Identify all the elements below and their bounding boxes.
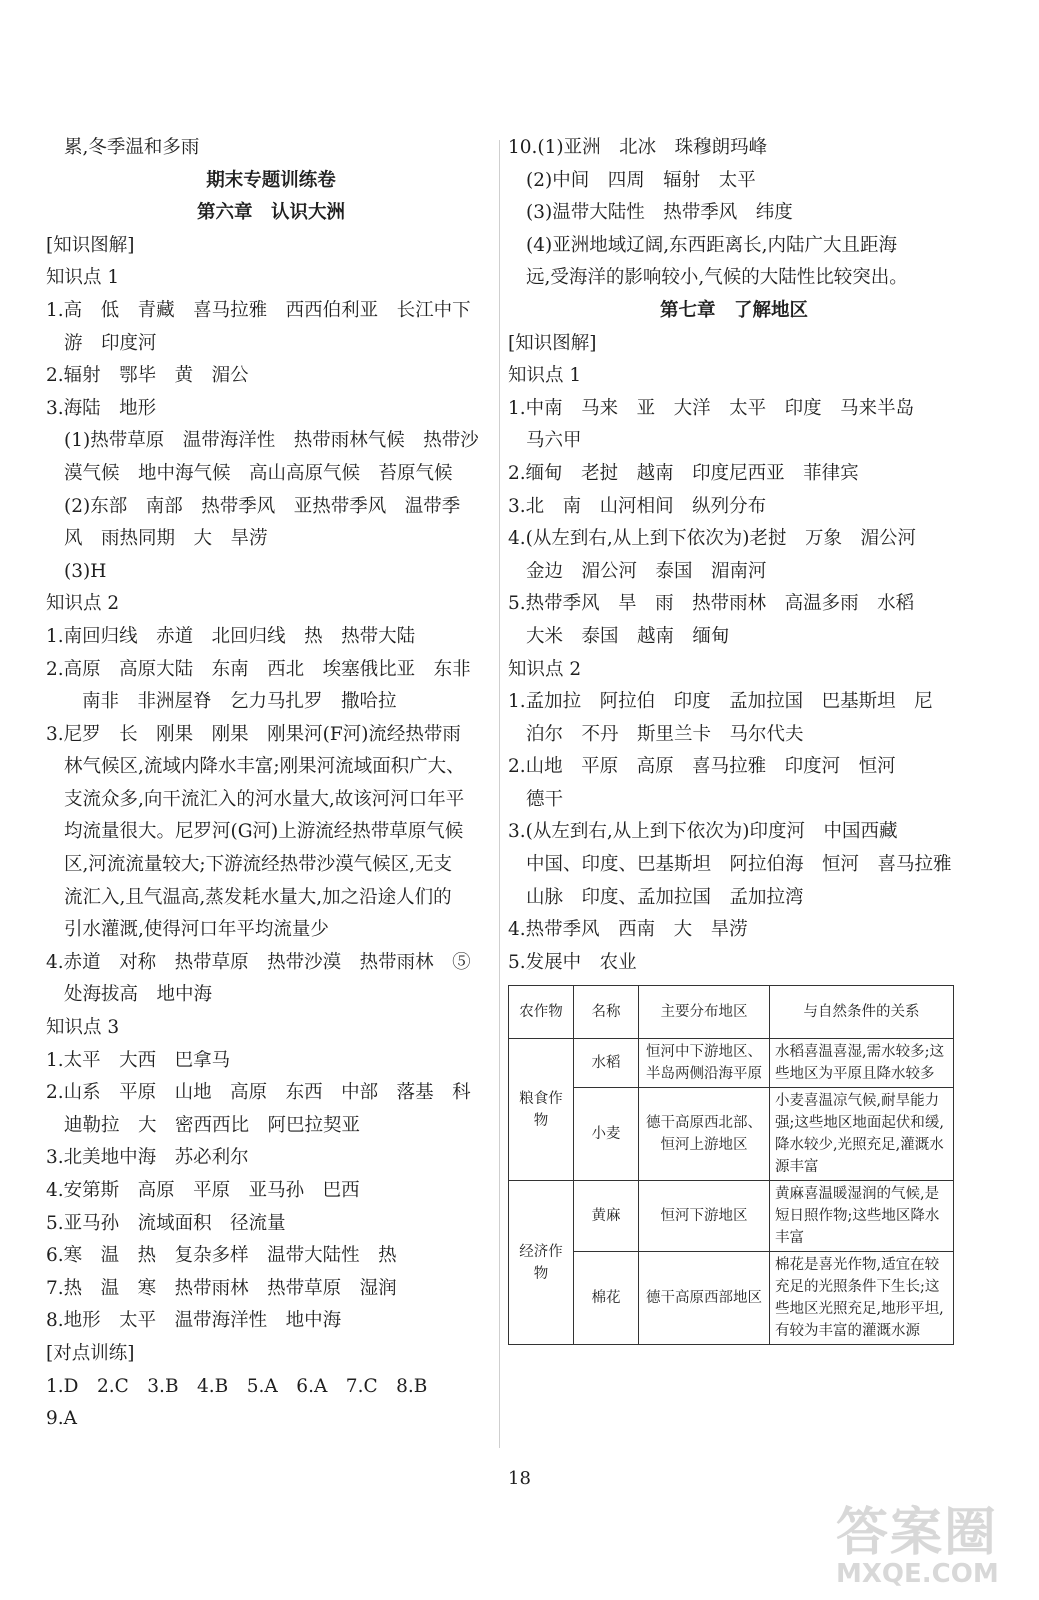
text-line: 3.北 南 山河相间 纵列分布: [508, 495, 767, 517]
crop-region: 德干高原西部地区: [639, 1252, 770, 1345]
text-line: 漠气候 地中海气候 高山高原气候 苔原气候: [64, 462, 453, 484]
text-line: 9.A: [46, 1408, 78, 1430]
text-line: 3.尼罗 长 刚果 刚果 刚果河(F河)流经热带雨: [46, 723, 461, 745]
crop-region: 恒河下游地区: [639, 1181, 770, 1252]
text-line: 1.中南 马来 亚 大洋 太平 印度 马来半岛: [508, 397, 915, 419]
crop-table-wrap: [508, 985, 960, 1345]
crop-relation: 水稻喜温喜湿,需水较多;这些地区为平原且降水较多: [770, 1039, 954, 1088]
text-line: 3.北美地中海 苏必利尔: [46, 1147, 249, 1169]
text-line: 2.缅甸 老挝 越南 印度尼西亚 菲律宾: [508, 462, 859, 484]
crop-relation: 黄麻喜温暖湿润的气候,是短日照作物;这些地区降水丰富: [770, 1181, 954, 1252]
text-line: [对点训练]: [46, 1342, 135, 1364]
text-line: 德干: [526, 788, 564, 810]
text-line: 马六甲: [526, 430, 582, 452]
crop-table: [508, 985, 954, 1345]
text-line: 1.孟加拉 阿拉伯 印度 孟加拉国 巴基斯坦 尼: [508, 691, 933, 713]
text-line: 6.寒 温 热 复杂多样 温带大陆性 热: [46, 1245, 397, 1267]
crop-region: 恒河中下游地区、半岛两侧沿海平原: [639, 1039, 770, 1088]
text-line: 5.热带季风 旱 雨 热带雨林 高温多雨 水稻: [508, 593, 915, 615]
table-row: [509, 1039, 954, 1088]
table-header-row: [509, 986, 954, 1039]
watermark-top: 答案圈: [836, 1503, 999, 1563]
category-grain: 粮食作物: [509, 1039, 574, 1181]
text-line: 8.地形 太平 温带海洋性 地中海: [46, 1310, 342, 1332]
watermark-bottom: MXQE.COM: [836, 1559, 999, 1589]
text-line: 山脉 印度、孟加拉国 孟加拉湾: [526, 886, 804, 908]
text-line: 大米 泰国 越南 缅甸: [526, 625, 730, 647]
right-column: [508, 132, 960, 1345]
text-line: 支流众多,向干流汇入的河水量大,故该河河口年平: [64, 788, 465, 810]
text-line: 知识点 2: [46, 593, 120, 615]
text-line: (3)H: [64, 560, 107, 582]
page-number: 18: [508, 1468, 531, 1489]
text-line: (2)中间 四周 辐射 太平: [526, 169, 756, 191]
table-row: [509, 1252, 954, 1345]
text-line: [知识图解]: [46, 234, 135, 256]
category-cash: 经济作物: [509, 1181, 574, 1345]
text-line: 5.发展中 农业: [508, 951, 637, 973]
text-line: 4.赤道 对称 热带草原 热带沙漠 热带雨林 ⑤: [46, 951, 471, 973]
header-region: 主要分布地区: [639, 986, 770, 1039]
right-column-lines: [508, 132, 960, 979]
text-line: 1.南回归线 赤道 北回归线 热 热带大陆: [46, 625, 416, 647]
text-line: 7.热 温 寒 热带雨林 热带草原 湿润: [46, 1277, 397, 1299]
text-line: 均流量很大。尼罗河(G河)上游流经热带草原气候: [64, 821, 464, 843]
text-line: 2.辐射 鄂毕 黄 湄公: [46, 365, 249, 387]
text-line: 泊尔 不丹 斯里兰卡 马尔代夫: [526, 723, 804, 745]
table-row: [509, 1088, 954, 1181]
text-line: 2.山地 平原 高原 喜马拉雅 印度河 恒河: [508, 756, 896, 778]
header-crop: 农作物: [509, 986, 574, 1039]
text-line: 区,河流流量较大;下游流经热带沙漠气候区,无支: [64, 854, 452, 876]
text-line: 1.太平 大西 巴拿马: [46, 1049, 231, 1071]
header-relation: 与自然条件的关系: [770, 986, 954, 1039]
text-line: (3)温带大陆性 热带季风 纬度: [526, 202, 793, 224]
table-row: [509, 1181, 954, 1252]
text-line: 处海拔高 地中海: [64, 984, 213, 1006]
text-line: [知识图解]: [508, 332, 597, 354]
text-line: 3.海陆 地形: [46, 397, 157, 419]
text-line: 知识点 2: [508, 658, 582, 680]
text-line: 知识点 1: [508, 365, 582, 387]
text-line: 4.(从左到右,从上到下依次为)老挝 万象 湄公河: [508, 528, 916, 550]
crop-name: 水稻: [574, 1039, 639, 1088]
text-line: 4.安第斯 高原 平原 亚马孙 巴西: [46, 1180, 360, 1201]
text-line: 3.(从左到右,从上到下依次为)印度河 中国西藏: [508, 821, 898, 843]
text-line: 南非 非洲屋脊 乞力马扎罗 撒哈拉: [82, 691, 397, 713]
crop-name: 小麦: [574, 1088, 639, 1181]
header-name: 名称: [574, 986, 639, 1039]
text-line: 知识点 3: [46, 1017, 120, 1039]
text-line: 流汇入,且气温高,蒸发耗水量大,加之沿途人们的: [64, 886, 452, 908]
text-line: 4.热带季风 西南 大 旱涝: [508, 919, 748, 941]
crop-region: 德干高原西北部、恒河上游地区: [639, 1088, 770, 1181]
text-line: 10.(1)亚洲 北冰 珠穆朗玛峰: [508, 137, 768, 158]
text-line: 游 印度河: [64, 332, 157, 354]
text-line: 1.D 2.C 3.B 4.B 5.A 6.A 7.C 8.B: [46, 1375, 428, 1397]
text-line: 2.山系 平原 山地 高原 东西 中部 落基 科: [46, 1082, 471, 1104]
section-heading: 期末专题训练卷: [206, 169, 336, 191]
text-line: 2.高原 高原大陆 东南 西北 埃塞俄比亚 东非: [46, 658, 471, 680]
column-divider: [499, 140, 500, 1448]
watermark-logo: [836, 1490, 1026, 1598]
text-line: 5.亚马孙 流域面积 径流量: [46, 1212, 286, 1234]
text-line: 累,冬季温和多雨: [64, 137, 200, 158]
left-column: [46, 132, 496, 1436]
crop-name: 黄麻: [574, 1181, 639, 1252]
text-line: 远,受海洋的影响较小,气候的大陆性比较突出。: [526, 267, 908, 289]
section-heading: 第七章 了解地区: [659, 299, 808, 321]
text-line: (4)亚洲地域辽阔,东西距离长,内陆广大且距海: [526, 234, 897, 256]
text-line: (1)热带草原 温带海洋性 热带雨林气候 热带沙: [64, 430, 479, 452]
text-line: 中国、印度、巴基斯坦 阿拉伯海 恒河 喜马拉雅: [526, 854, 952, 876]
crop-relation: 小麦喜温凉气候,耐旱能力强;这些地区地面起伏和缓,降水较少,光照充足,灌溉水源丰富: [770, 1088, 954, 1181]
text-line: 引水灌溉,使得河口年平均流量少: [64, 919, 329, 941]
text-line: 风 雨热同期 大 旱涝: [64, 528, 268, 550]
crop-relation: 棉花是喜光作物,适宜在较充足的光照条件下生长;这些地区光照充足,地形平坦,有较为丰富的灌溉水源: [770, 1252, 954, 1345]
text-line: 林气候区,流域内降水丰富;刚果河流域面积广大、: [64, 756, 465, 778]
text-line: 1.高 低 青藏 喜马拉雅 西西伯利亚 长江中下: [46, 299, 471, 321]
crop-name: 棉花: [574, 1252, 639, 1345]
section-heading: 第六章 认识大洲: [196, 202, 345, 224]
text-line: 金边 湄公河 泰国 湄南河: [526, 560, 767, 582]
text-line: 知识点 1: [46, 267, 120, 289]
text-line: (2)东部 南部 热带季风 亚热带季风 温带季: [64, 495, 461, 517]
text-line: 迪勒拉 大 密西西比 阿巴拉契亚: [64, 1114, 361, 1136]
